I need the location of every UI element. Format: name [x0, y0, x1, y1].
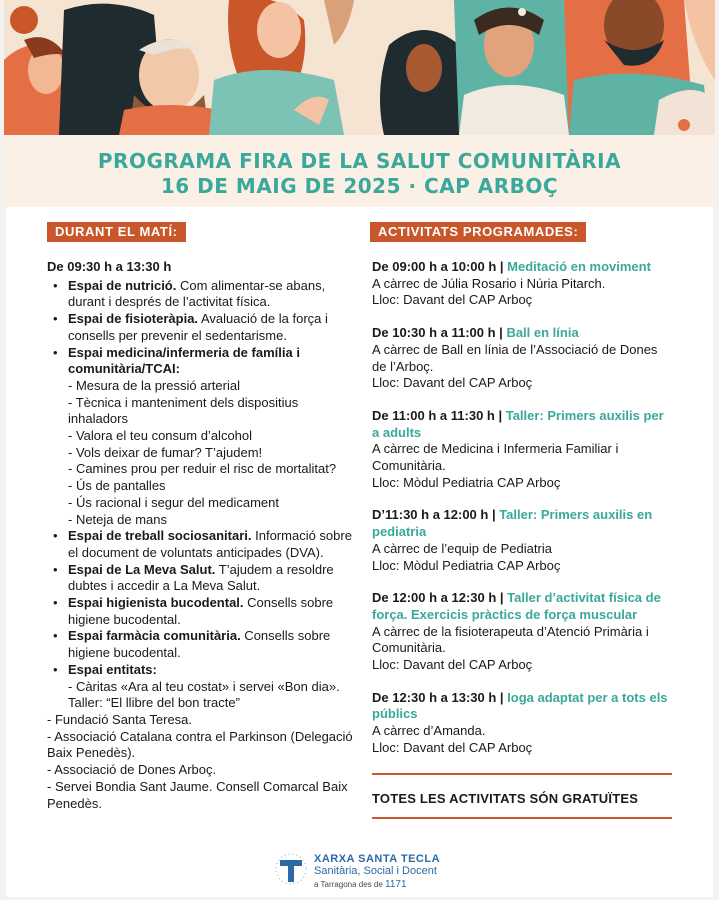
- sub-item: - Fundació Santa Teresa.: [47, 711, 193, 727]
- tau-cross-icon: [274, 852, 308, 886]
- activity-time: D’11:30 h a 12:00 h |: [372, 507, 500, 523]
- logo-name: XARXA SANTA TECLA: [314, 853, 441, 865]
- item-label: Espai de La Meva Salut.: [68, 561, 216, 577]
- list-item: [47, 628, 359, 661]
- page-subtitle: 16 DE MAIG DE 2025 · CAP ARBOÇ: [160, 174, 559, 198]
- activity-time: De 09:00 h a 10:00 h |: [372, 259, 508, 274]
- sub-item: - Mesura de la pressió arterial: [68, 377, 240, 393]
- list-item: [47, 662, 359, 812]
- item-text: Com alimentar-se abans, durant i després de l’activitat física.: [68, 277, 326, 310]
- list-item: [47, 311, 359, 344]
- divider-bottom: [372, 817, 672, 819]
- page-title: PROGRAMA FIRA DE LA SALUT COMUNITÀRIA: [97, 149, 622, 173]
- activity-name: Ball en línia: [506, 325, 579, 341]
- activity-time: De 12:30 h a 13:30 h |: [372, 689, 508, 705]
- activity-location: Lloc: Mòdul Pediatria CAP Arboç: [372, 474, 561, 490]
- activity-name: Meditació en moviment: [507, 259, 651, 274]
- item-text: Informació sobre el document de voluntats anticipades (DVA).: [68, 528, 352, 560]
- sub-item: - Ús de pantalles: [68, 478, 166, 494]
- activity-location: Lloc: Davant del CAP Arboç: [372, 375, 533, 391]
- activity-name: Taller d’activitat física de força. Exercicis pràctics de força muscular: [372, 590, 661, 622]
- activity-time: De 11:00 h a 11:30 h |: [372, 407, 506, 423]
- morning-section-tag: DURANT EL MATÍ:: [47, 222, 186, 242]
- activity-location: Lloc: Davant del CAP Arboç: [372, 292, 533, 308]
- morning-column: [47, 259, 359, 812]
- list-item: [47, 528, 359, 561]
- activity-detail: A càrrec de la fisioterapeuta d’Atenció Primària i Comunitària.: [372, 623, 649, 656]
- item-label: Espai de fisioteràpia.: [68, 311, 199, 327]
- item-label: Espai higienista bucodental.: [68, 595, 244, 611]
- activity-time: De 10:30 h a 11:00 h |: [372, 325, 507, 341]
- list-item: [47, 595, 359, 628]
- sub-item: - Ús racional i segur del medicament: [68, 494, 279, 510]
- sub-item: - Camines prou per reduir el risc de mortalitat?: [68, 461, 337, 477]
- activity-item: [372, 690, 672, 757]
- activity-item: [372, 259, 672, 309]
- title-band: [4, 135, 715, 207]
- activities-column: [372, 259, 672, 773]
- sub-item: - Associació de Dones Arboç.: [47, 762, 217, 778]
- item-text: Consells sobre higiene bucodental.: [68, 628, 331, 661]
- activity-detail: A càrrec de Medicina i Infermeria Familiar i Comunitària.: [372, 441, 619, 474]
- activity-name: Ioga adaptat per a tots els públics: [372, 689, 668, 722]
- xarxa-santa-tecla-logo: [274, 850, 474, 892]
- activity-item: [372, 408, 672, 492]
- sub-item: - Associació Catalana contra el Parkinson (Delegació Baix Penedès).: [47, 728, 353, 761]
- item-label: Espai farmàcia comunitària.: [68, 628, 241, 644]
- sub-item: - Tècnica i manteniment dels dispositius inhaladors: [68, 394, 299, 427]
- activity-time: De 12:00 h a 12:30 h |: [372, 590, 508, 606]
- sub-item: - Càritas «Ara al teu costat» i servei «Bon dia». Taller: “El llibre del bon tracte”: [68, 678, 340, 711]
- activity-location: Lloc: Davant del CAP Arboç: [372, 657, 533, 673]
- activity-item: [372, 590, 672, 674]
- item-label: Espai de nutrició.: [68, 277, 177, 293]
- content-panel: [6, 207, 713, 897]
- item-label: Espai entitats:: [68, 661, 157, 677]
- sub-item: - Valora el teu consum d’alcohol: [68, 428, 253, 444]
- list-item: [47, 562, 359, 595]
- activity-item: [372, 507, 672, 574]
- logo-since: a Tarragona des de 1171: [314, 879, 407, 890]
- activity-detail: A càrrec de Ball en línia de l’Associació de Dones de l’Arboç.: [372, 341, 658, 374]
- hero-illustration: [4, 0, 715, 135]
- item-text: Consells sobre higiene bucodental.: [68, 595, 334, 627]
- sub-item: - Servei Bondia Sant Jaume. Consell Comarcal Baix Penedès.: [47, 778, 348, 811]
- activity-name: Taller: Primers auxilis en pediatria: [372, 507, 653, 540]
- activity-detail: A càrrec de Júlia Rosario i Núria Pitarch.: [372, 275, 606, 291]
- morning-time: De 09:30 h a 13:30 h: [47, 259, 172, 274]
- morning-list: [47, 278, 359, 813]
- activity-name: Taller: Primers auxilis per a adults: [372, 407, 664, 440]
- divider-top: [372, 773, 672, 775]
- sub-item: - Vols deixar de fumar? T’ajudem!: [68, 444, 263, 460]
- item-label: Espai medicina/infermeria de família i comunitària/TCAI:: [68, 344, 300, 377]
- item-label: Espai de treball sociosanitari.: [68, 528, 252, 544]
- activity-detail: A càrrec d’Amanda.: [372, 723, 486, 739]
- list-item: [47, 345, 359, 529]
- activity-detail: A càrrec de l’equip de Pediatria: [372, 540, 552, 556]
- activity-location: Lloc: Mòdul Pediatria CAP Arboç: [372, 557, 561, 573]
- activity-item: [372, 325, 672, 392]
- activities-section-tag: ACTIVITATS PROGRAMADES:: [370, 222, 586, 242]
- sub-item: - Neteja de mans: [68, 511, 167, 527]
- logo-tagline: Sanitària, Social i Docent: [314, 865, 437, 877]
- activity-location: Lloc: Davant del CAP Arboç: [372, 739, 533, 755]
- free-activities-note: TOTES LES ACTIVITATS SÓN GRATUÏTES: [372, 791, 639, 806]
- item-text: T’ajudem a resoldre dubtes i accedir a La Meva Salut.: [68, 561, 334, 594]
- item-text: Avaluació de la força i consells per prevenir el sedentarisme.: [68, 311, 328, 343]
- list-item: [47, 278, 359, 311]
